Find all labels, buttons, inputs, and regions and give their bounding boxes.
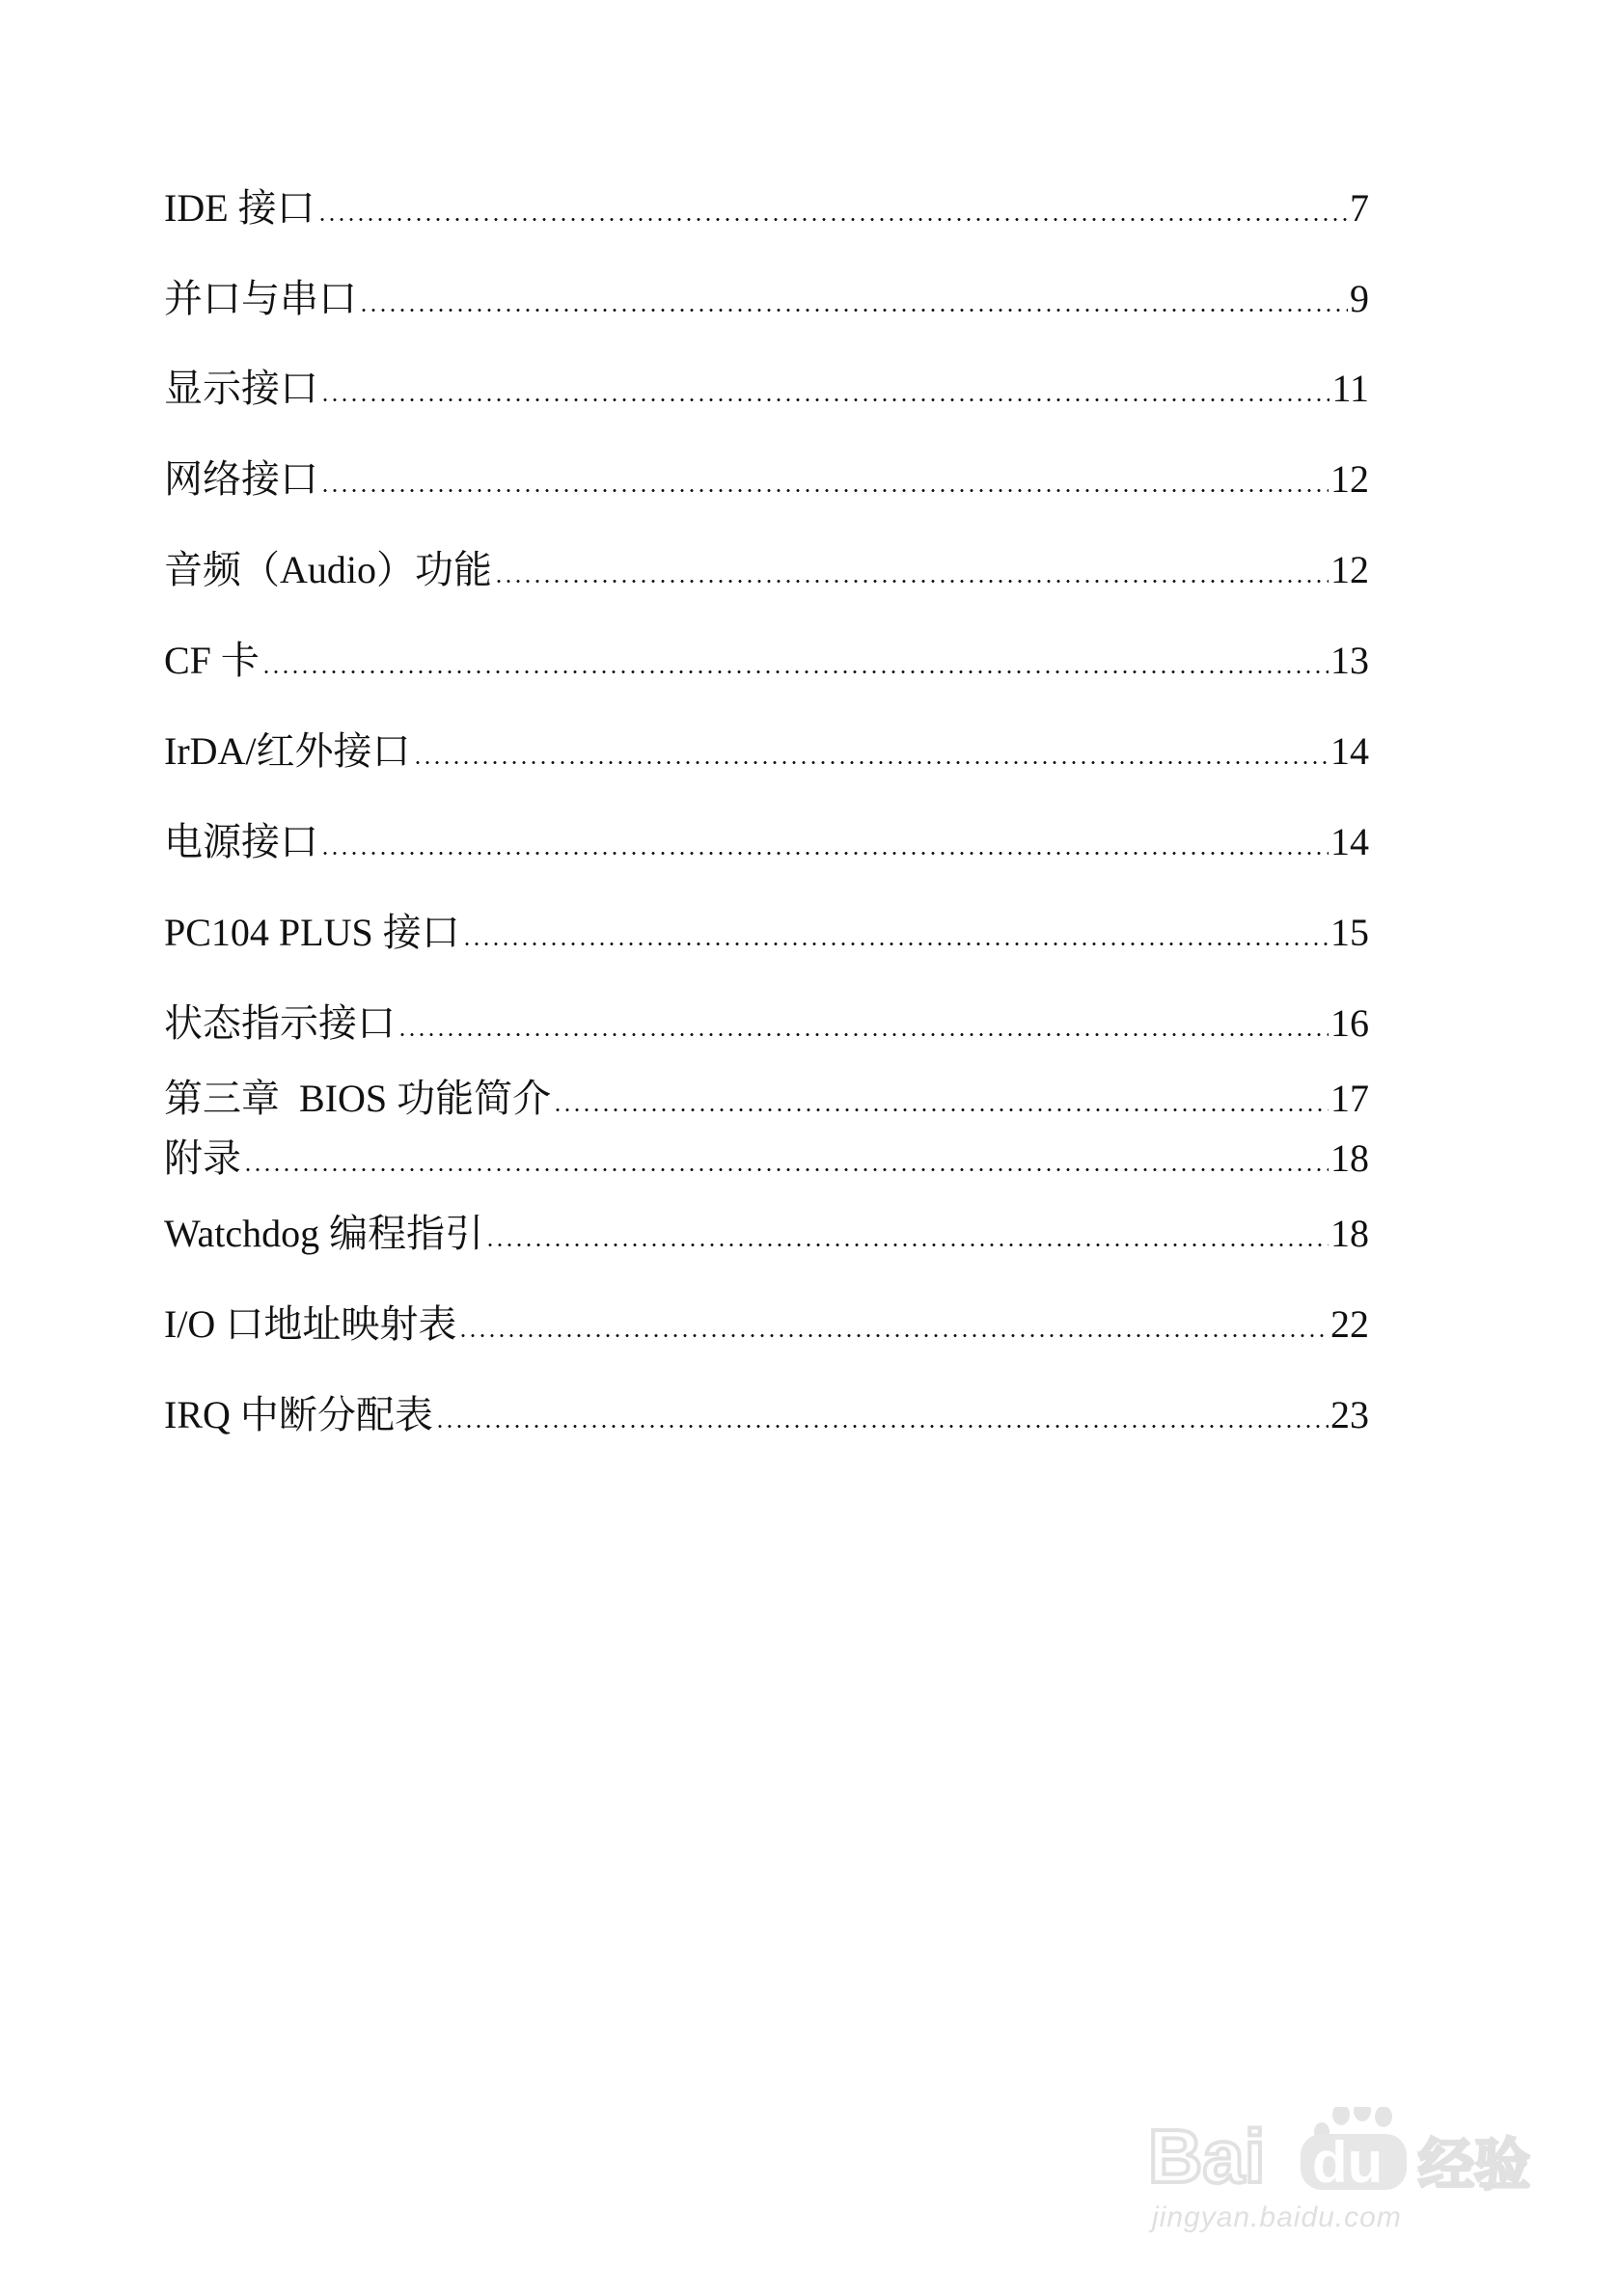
toc-dot-leader — [261, 636, 1329, 686]
toc-entry-title: Watchdog 编程指引 — [164, 1212, 484, 1255]
toc-entry-audio[interactable] — [164, 545, 1369, 595]
toc-entry-power[interactable] — [164, 817, 1369, 867]
toc-entry-page: 14 — [1330, 820, 1369, 863]
toc-dot-leader — [553, 1074, 1329, 1124]
toc-entry-title: 显示接口 — [164, 367, 318, 410]
toc-dot-leader — [485, 1209, 1329, 1259]
toc-entry-page: 7 — [1350, 186, 1369, 230]
toc-entry-display[interactable] — [164, 364, 1369, 414]
toc-dot-leader — [320, 364, 1329, 414]
toc-entry-title: 网络接口 — [164, 457, 318, 501]
baidu-jingyan-watermark — [1148, 2064, 1534, 2257]
toc-entry-page: 17 — [1330, 1077, 1369, 1120]
toc-entry-title: CF 卡 — [164, 639, 260, 682]
toc-dot-leader — [413, 726, 1329, 777]
toc-entry-network[interactable] — [164, 454, 1369, 505]
toc-entry-parallel-serial[interactable] — [164, 274, 1369, 324]
toc-entry-bios[interactable] — [164, 1074, 1369, 1124]
toc-dot-leader — [435, 1390, 1329, 1440]
toc-entry-title: 状态指示接口 — [164, 1001, 396, 1045]
svg-text:du: du — [1312, 2130, 1384, 2194]
toc-entry-ide[interactable] — [164, 183, 1369, 233]
toc-entry-pc104-plus[interactable] — [164, 908, 1369, 958]
toc-entry-page: 15 — [1330, 911, 1369, 954]
toc-entry-title: IDE 接口 — [164, 186, 315, 230]
toc-dot-leader — [397, 998, 1329, 1049]
toc-entry-page: 11 — [1331, 367, 1369, 410]
toc-entry-page: 14 — [1330, 729, 1369, 773]
toc-entry-io-address-map[interactable] — [164, 1299, 1369, 1350]
toc-entry-watchdog[interactable] — [164, 1209, 1369, 1259]
toc-entry-title: 第三章 BIOS 功能简介 — [164, 1077, 552, 1120]
toc-entry-page: 18 — [1330, 1136, 1369, 1180]
toc-entry-page: 23 — [1330, 1393, 1369, 1436]
baidu-paw-logo-icon — [1148, 2107, 1534, 2194]
toc-entry-page: 13 — [1330, 639, 1369, 682]
watermark-url: jingyan.baidu.com — [1152, 2201, 1402, 2233]
toc-dot-leader — [494, 545, 1329, 595]
toc-entry-page: 12 — [1330, 548, 1369, 591]
svg-text:经验: 经验 — [1418, 2132, 1531, 2194]
toc-dot-leader — [462, 908, 1329, 958]
toc-entry-irda[interactable] — [164, 726, 1369, 777]
toc-entry-title: PC104 PLUS 接口 — [164, 911, 460, 954]
toc-entry-page: 9 — [1350, 277, 1369, 320]
toc-entry-page: 16 — [1330, 1001, 1369, 1045]
toc-entry-status-indicator[interactable] — [164, 998, 1369, 1049]
toc-entry-title: IrDA/红外接口 — [164, 729, 411, 773]
toc-entry-irq-table[interactable] — [164, 1390, 1369, 1440]
toc-dot-leader — [359, 274, 1348, 324]
toc-entry-page: 22 — [1330, 1302, 1369, 1346]
toc-dot-leader — [320, 454, 1329, 505]
toc-entry-page: 18 — [1330, 1212, 1369, 1255]
toc-entry-title: 音频（Audio）功能 — [164, 548, 492, 591]
svg-text:Bai: Bai — [1148, 2114, 1266, 2194]
toc-entry-title: IRQ 中断分配表 — [164, 1393, 433, 1436]
toc-dot-leader — [320, 817, 1329, 867]
toc-entry-page: 12 — [1330, 457, 1369, 501]
toc-entry-title: 附录 — [164, 1136, 241, 1180]
toc-entry-title: I/O 口地址映射表 — [164, 1302, 457, 1346]
toc-dot-leader — [243, 1134, 1329, 1184]
toc-dot-leader — [317, 183, 1348, 233]
toc-dot-leader — [458, 1299, 1329, 1350]
toc-entry-appendix[interactable] — [164, 1134, 1369, 1184]
toc-entry-title: 并口与串口 — [164, 277, 357, 320]
toc-entry-cf-card[interactable] — [164, 636, 1369, 686]
toc-entry-title: 电源接口 — [164, 820, 318, 863]
